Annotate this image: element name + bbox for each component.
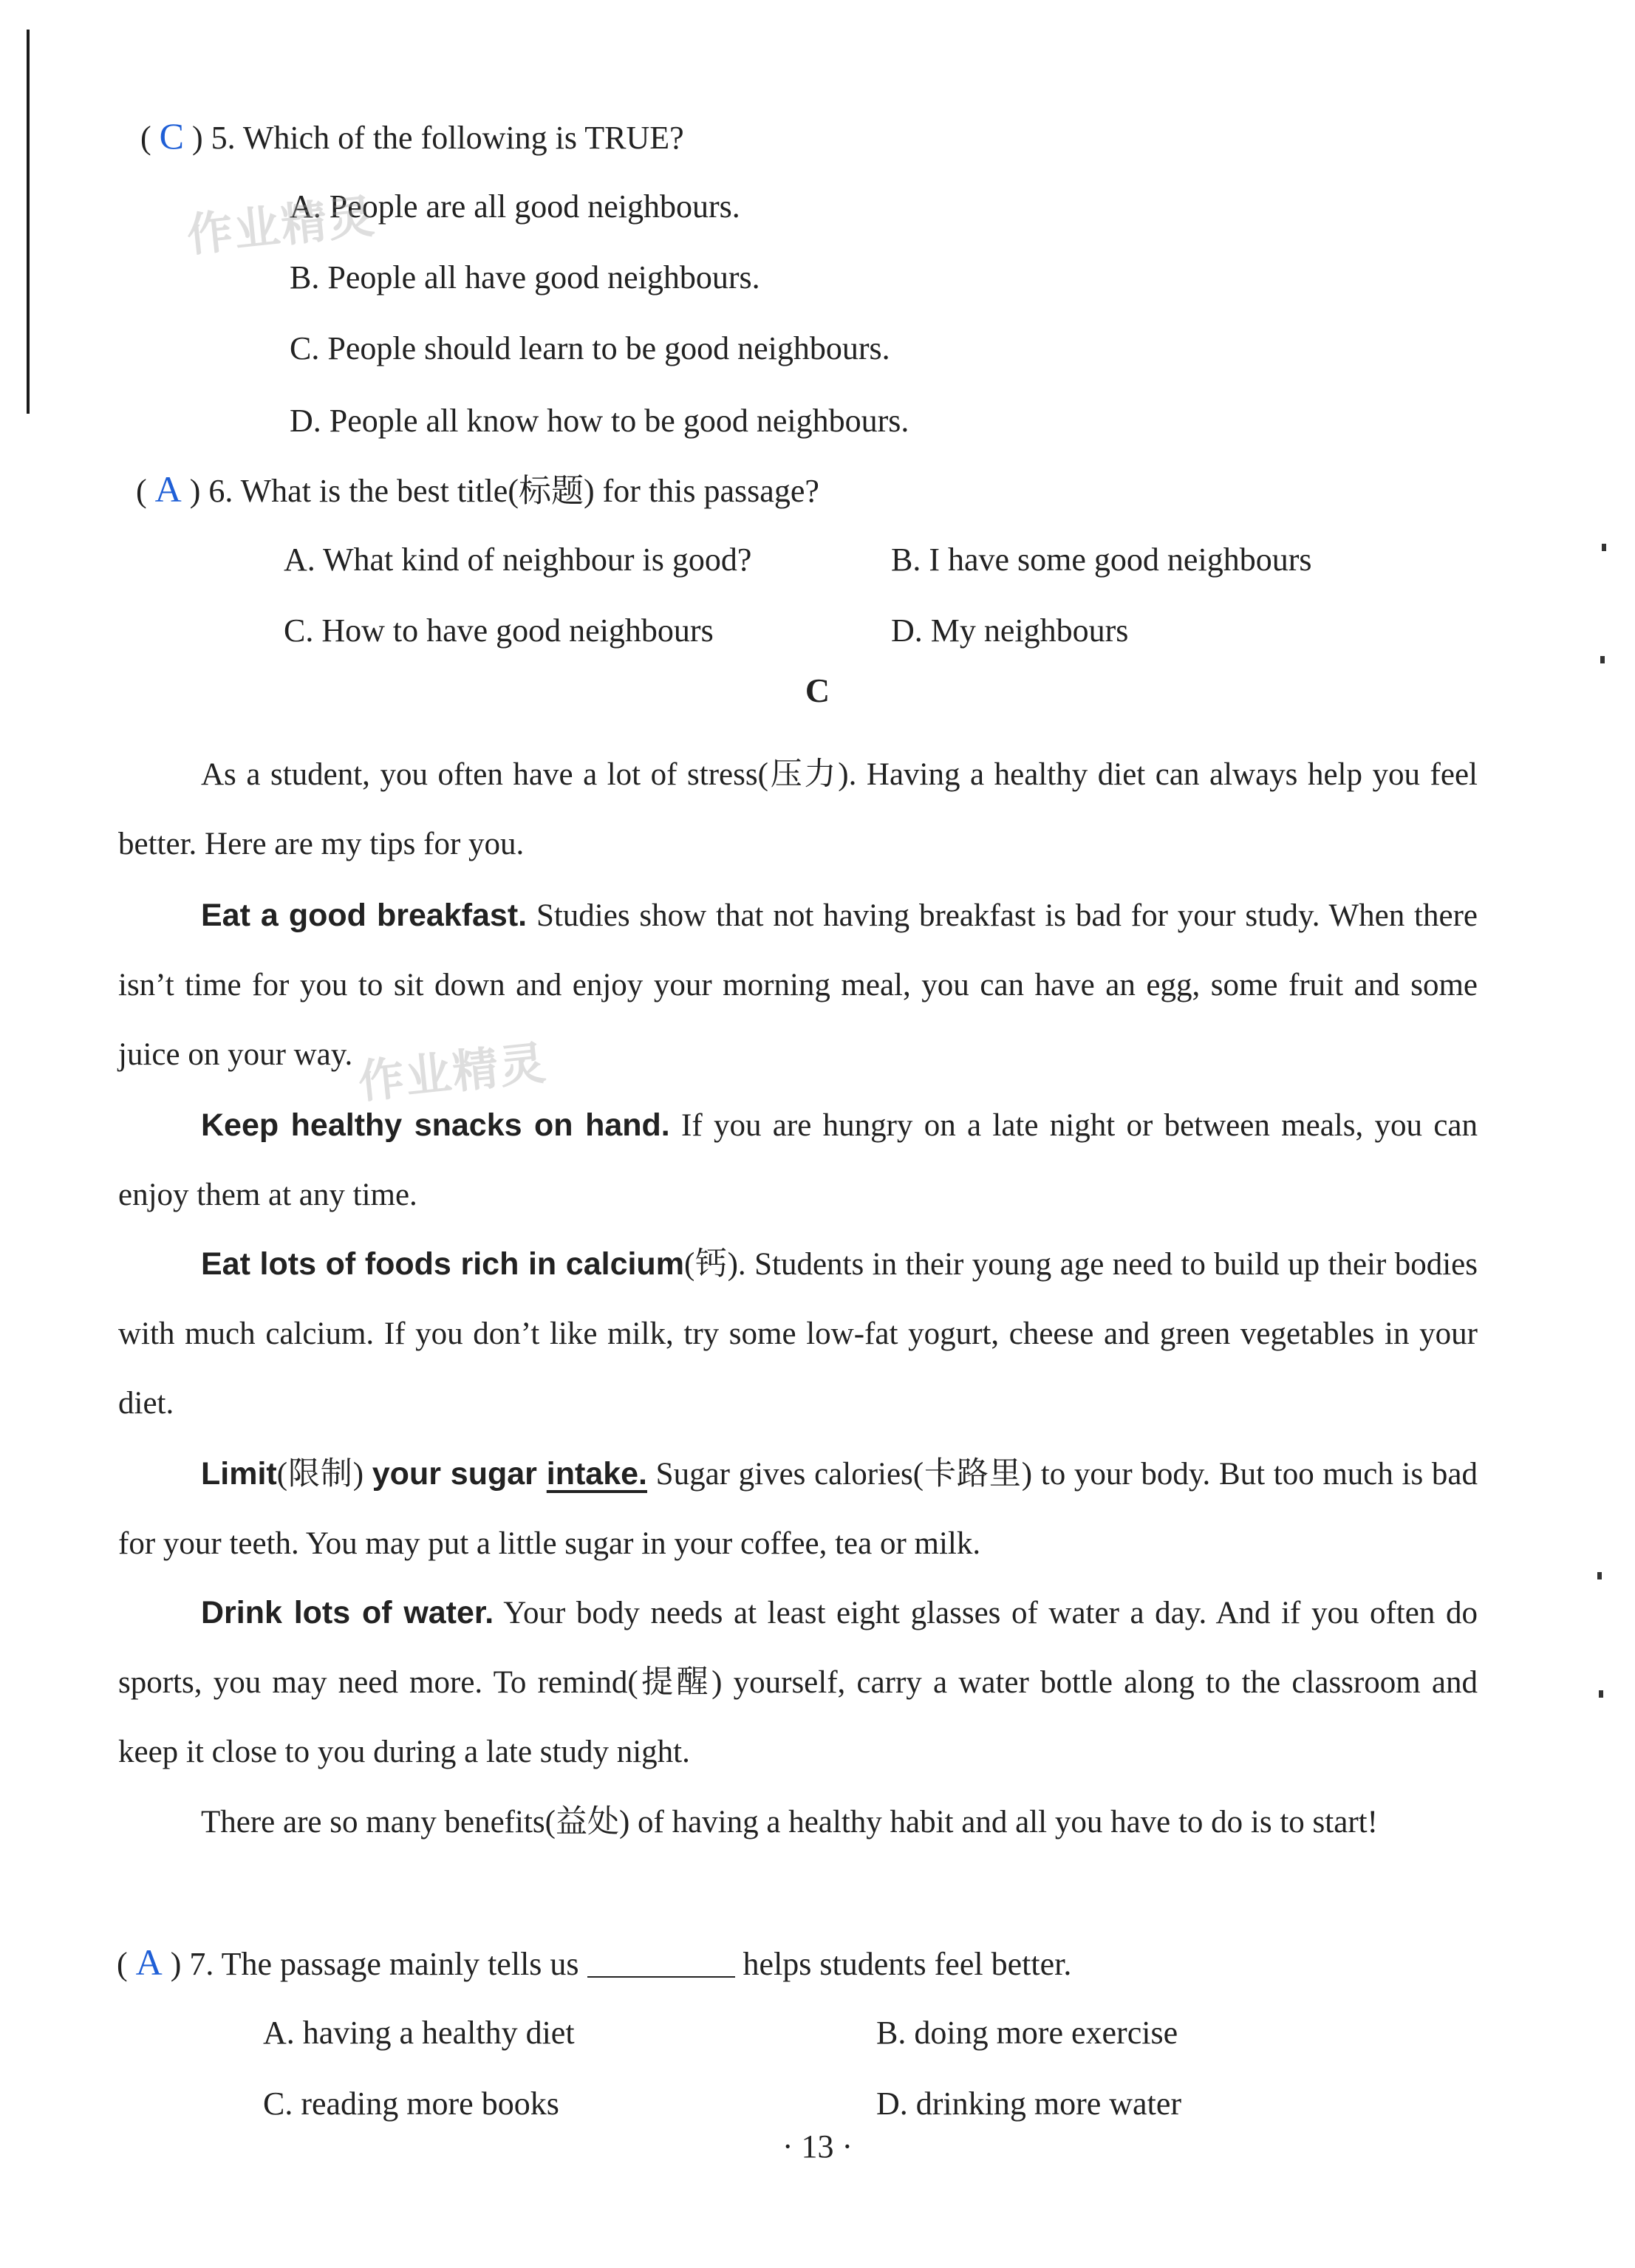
margin-speck [1597,1572,1602,1579]
q5-option-a: A. People are all good neighbours. [290,188,740,225]
tip-sugar-note: (限制) [276,1457,372,1492]
passage-conclusion: There are so many benefits(益处) of having a healthy habit and all you have to do is to start! [201,1805,1378,1840]
binding-edge-line [27,30,30,414]
tip-snacks-text: If you are hungry on a late night or between meals, you can enjoy them at any time. [118,1108,1478,1212]
question-5-number: 5. [211,120,236,156]
tip-snacks [118,1090,1478,1230]
q7-option-b: B. doing more exercise [876,2015,1178,2051]
passage-intro: As a student, you often have a lot of stress(压力). Having a healthy diet can always help you feel better. Here are my tips for you. [118,757,1478,861]
tip-calcium-text: Students in their young age need to build up their bodies with much calcium. If you don’t like milk, try some low-fat yogurt, cheese and green vegetables in your diet. [118,1247,1478,1421]
question-6: ( A ) 6. What is the best title(标题) for this passage? [136,468,819,510]
tip-breakfast [118,881,1478,1090]
q7-option-d: D. drinking more water [876,2086,1181,2122]
tip-water-heading: Drink lots of water. [201,1595,494,1630]
question-5: ( C ) 5. Which of the following is TRUE? [140,115,684,157]
section-label: C [805,672,830,709]
q7-option-c: C. reading more books [263,2086,559,2122]
q6-option-a: A. What kind of neighbour is good? [284,542,752,578]
tip-breakfast-heading: Eat a good breakfast. [201,898,528,933]
tip-sugar-heading-a: Limit [201,1456,277,1492]
question-7-text-after: helps students feel better. [743,1946,1072,1982]
tip-calcium-note: (钙). [683,1247,746,1282]
page-number: · 13 · [782,2128,853,2165]
question-6-text: What is the best title(标题) for this passage? [240,473,819,509]
q6-option-b: B. I have some good neighbours [891,542,1312,578]
tip-sugar [118,1439,1478,1579]
question-7-number: 7. [189,1946,214,1982]
tip-breakfast-text: Studies show that not having breakfast is bad for your study. When there isn’t time for you to sit down and enjoy your morning meal, you can have an egg, some fruit and some juice on your way. [118,898,1478,1072]
tip-calcium [118,1229,1478,1438]
tip-water [118,1578,1478,1787]
tip-sugar-heading-b: your sugar [372,1456,547,1492]
q5-option-d: D. People all know how to be good neighbours. [290,403,909,439]
q6-option-c: C. How to have good neighbours [284,612,714,649]
margin-speck [1602,544,1606,551]
question-7: ( A ) 7. The passage mainly tells us helps students feel better. [117,1941,1072,1983]
tip-sugar-text: Sugar gives calories(卡路里) to your body. But too much is bad for your teeth. You may put a little sugar in your coffee, tea or milk. [118,1457,1478,1561]
tip-sugar-heading-c: intake. [546,1456,647,1492]
question-5-text: Which of the following is TRUE? [242,120,684,156]
watermark-top: 作业精灵 [184,188,378,263]
answer-7: A [135,1941,163,1983]
answer-5: C [159,115,185,157]
q7-option-a: A. having a healthy diet [263,2015,575,2051]
q5-option-b: B. People all have good neighbours. [290,259,760,296]
margin-speck [1599,1690,1603,1698]
question-7-text-before: The passage mainly tells us [221,1946,579,1982]
tip-snacks-heading: Keep healthy snacks on hand. [201,1107,670,1143]
tip-calcium-heading: Eat lots of foods rich in calcium [201,1246,684,1282]
watermark-middle: 作业精灵 [355,1035,550,1110]
answer-blank [587,1947,735,1978]
question-6-number: 6. [208,473,233,509]
q6-option-d: D. My neighbours [891,612,1129,649]
answer-6: A [154,468,182,510]
margin-speck [1600,656,1605,663]
tip-water-text: Your body needs at least eight glasses of water a day. And if you often do sports, you may need more. To remind(提醒) yourself, carry a water bottle along to the classroom and keep it close to you during a late study night. [118,1596,1478,1769]
q5-option-c: C. People should learn to be good neighbours. [290,330,890,366]
